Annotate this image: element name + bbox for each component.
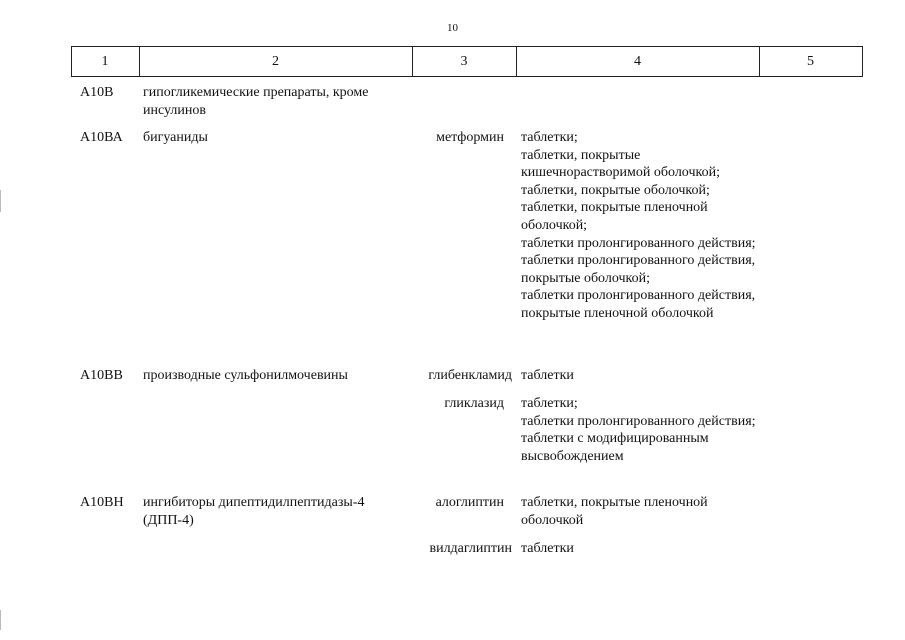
header-bottom-rule bbox=[71, 76, 863, 77]
page-number: 10 bbox=[447, 22, 458, 34]
scan-edge-mark bbox=[0, 190, 1, 212]
dosage-form-list bbox=[521, 540, 761, 558]
dosage-form: таблетки пролонгированного действия; bbox=[521, 235, 756, 251]
dosage-form: таблетки, покрытые пленочной оболочкой bbox=[521, 495, 708, 528]
atc-code: А10ВН bbox=[80, 495, 124, 510]
atc-group-name: бигуаниды bbox=[143, 130, 208, 145]
dosage-form: таблетки, покрытые кишечнорастворимой оболочкой; bbox=[521, 147, 720, 181]
dosage-form: таблетки bbox=[521, 368, 574, 383]
dosage-form: таблетки пролонгированного действия; bbox=[521, 413, 756, 429]
dosage-form: таблетки пролонгированного действия, покрытые пленочной оболочкой bbox=[521, 288, 756, 321]
atc-code: А10В bbox=[80, 85, 114, 100]
header-col-2: 2 bbox=[272, 54, 279, 69]
dosage-form: таблетки; bbox=[521, 130, 578, 145]
dosage-form: таблетки пролонгированного действия, покрытые оболочкой; bbox=[521, 253, 756, 286]
dosage-form: таблетки с модифицированным высвобождением bbox=[521, 431, 709, 464]
header-col-4: 4 bbox=[634, 54, 641, 69]
header-col-1: 1 bbox=[101, 54, 109, 69]
drug-name: алоглиптин bbox=[435, 495, 504, 510]
dosage-form: таблетки, покрытые пленочной оболочкой; bbox=[521, 200, 708, 233]
dosage-form-list bbox=[521, 395, 761, 465]
dosage-form-list bbox=[521, 494, 761, 529]
dosage-form: таблетки, покрытые оболочкой; bbox=[521, 182, 710, 198]
dosage-form: таблетки bbox=[521, 541, 574, 556]
atc-code: А10ВА bbox=[80, 130, 123, 145]
atc-group-name: производные сульфонилмочевины bbox=[143, 368, 348, 383]
header-top-rule bbox=[71, 46, 863, 47]
header-divider bbox=[862, 46, 863, 76]
atc-code: А10ВВ bbox=[80, 368, 123, 383]
dosage-form: таблетки; bbox=[521, 396, 578, 411]
atc-group-name: гипогликемические препараты, кроме инсулинов bbox=[143, 85, 369, 118]
drug-name: глибенкламид bbox=[428, 368, 512, 383]
header-col-5: 5 bbox=[807, 54, 814, 69]
dosage-form-list bbox=[521, 367, 761, 385]
atc-group-name: ингибиторы дипептидилпептидазы-4 (ДПП-4) bbox=[143, 495, 365, 528]
header-col-3: 3 bbox=[460, 54, 468, 69]
drug-name: гликлазид bbox=[444, 396, 504, 411]
scan-edge-mark bbox=[0, 610, 1, 630]
drug-name: метформин bbox=[436, 130, 504, 145]
drug-name: вилдаглиптин bbox=[429, 541, 512, 556]
dosage-form-list bbox=[521, 129, 761, 323]
